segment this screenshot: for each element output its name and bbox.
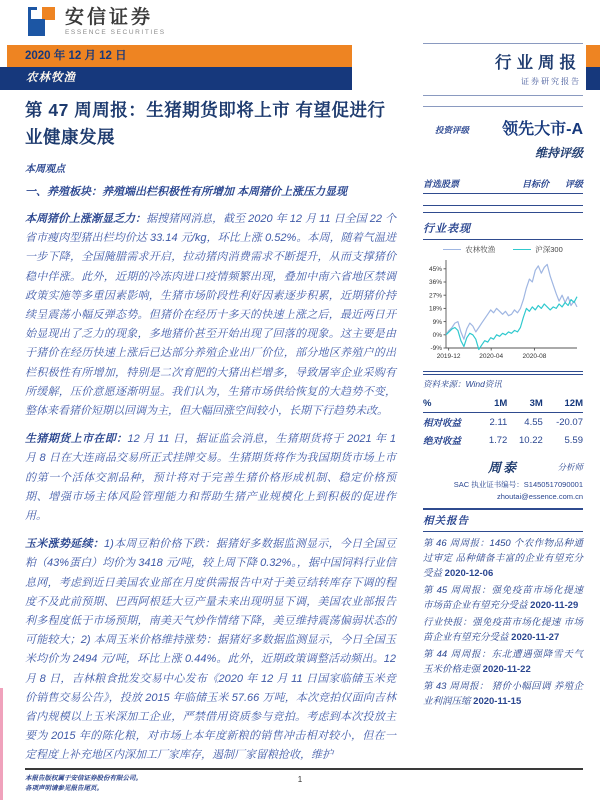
related-report-link[interactable]: 第 43 周周报： 猪价小幅回调 养殖企业利润压缩 2020-11-15: [423, 681, 583, 707]
line-chart: [423, 255, 583, 363]
analyst-block: [423, 457, 583, 501]
report-type-label: 行业周报: [495, 54, 581, 72]
rating-box: [423, 106, 583, 161]
footer-divider: [25, 768, 583, 770]
paragraph-lead: 玉米涨势延续：: [25, 538, 105, 551]
report-date: 2020-11-29: [530, 600, 579, 611]
corner-navy-block: [586, 67, 600, 90]
industry-performance-title: 行业表现: [423, 213, 583, 240]
legend-swatch-icon: [443, 249, 461, 250]
footer-disclaimer: 本报告版权属于安信证券股份有限公司。 各项声明请参见报告尾页。: [25, 775, 142, 792]
report-date: 2020-11-27: [511, 632, 560, 643]
related-report-link[interactable]: 行业快报：强免疫苗市场化提速 市场苗企业有望充分受益 2020-11-27: [423, 617, 583, 643]
paragraph-pig-price: 本周猪价上涨渐显乏力：据搜猪网消息，截至 2020 年 12 月 11 日全国 22 个省市瘦肉型猪出栏均价达 33.14 元/kg，环比上涨 0.52%。本周，随着气温进一步下降，全国腌腊需求开启，拉动猪肉消费需求不断提升，从而支撑猪价稳中伴涨。此外，近期的冷冻肉进口疫情频繁出现，叠加中南六省地区禁调政策实施等多重因素影响，生猪市场阶段性利好因素逐步积累，近期猪价持续呈震荡小幅反弹态势。但猪价在经历十多天的快速上涨之后，最近两日开始显现出了乏力的现象，多地猪价甚至开始出现了回落的现象。这主要是由于猪价在经历快速上涨后已达部分养殖企业出厂价位，部分地区养殖户的出栏积极性有所增加，特别是二次育肥的大猪出栏增多，导致屠宰企业采购有所缓解，压价意愿逐渐明显。我们认为，生猪市场供给恢复的大趋势不变，整体来看猪价短期以回调为主，但大幅回涨空间较小，长期下行趋势未改。: [25, 213, 396, 418]
left-edge-strip: [0, 688, 3, 800]
table-header-row: % 1M 3M 12M: [423, 397, 583, 413]
svg-text:45%: 45%: [428, 266, 442, 273]
paragraph-lead: 生猪期货上市在即：: [25, 433, 128, 446]
report-date: 2020 年 12 月 12 日: [25, 50, 127, 62]
brand-name-cn: 安信证券: [65, 7, 154, 28]
brand-logo: [25, 6, 166, 38]
legend-nlmy: 农林牧渔: [443, 244, 495, 255]
col-target-price: 目标价: [521, 179, 549, 189]
chart-source: 资料来源：Wind资讯: [423, 379, 502, 389]
divider: [423, 371, 583, 375]
report-date: 2020-11-15: [473, 696, 522, 707]
divider: [423, 205, 583, 213]
brand-name-en: ESSENCE SECURITIES: [65, 29, 166, 36]
svg-text:-9%: -9%: [430, 345, 442, 353]
performance-chart: [423, 255, 583, 368]
essence-logo-icon: [25, 6, 57, 38]
table-row: 绝对收益 1.72 10.22 5.59: [423, 434, 583, 447]
svg-text:9%: 9%: [432, 318, 442, 326]
svg-text:2020-08: 2020-08: [522, 353, 547, 360]
paragraph-corn: 玉米涨势延续：1)本周豆粕价格下跌：据猪好多数据监测显示，今日全国豆粕（43%蛋白）均价为 3418 元/吨，较上周下降 0.32%。，据中国饲料行业信息网，考虑到近日美国农业部在月度供需报告中对于美豆结转库存下调的程度不及此前预期、巴西阿根廷大豆产量未来出现明显下调，美国农业部报告利多程度低于市场预期，南美天气炒作情绪下降，美豆维持震荡偏弱状态的可能较大；2) 本周玉米价格维持涨势：据猪好多数据监测显示，今日全国玉米均价为 2494 元/吨，环比上涨 0.44%。此外，近期政策调整活动频出。12 月 8 日，吉林粮食批发交易中心发布《2020 年 12 月 11 日国家临储玉米竞价销售交易公告》，投放 2015 年临储玉米 57.66 万吨，本次竞拍仅面向吉林省内规模以上玉米深加工企业，严禁借用资质参与竞拍。考虑到本次投放主要为 2015 年的陈化粮，对市场上本年度新粮的销售冲击相对较小，但在一定程度上补充地区内深加工厂家库存，遏制厂家留粮抢收，维护: [25, 538, 397, 762]
related-report-link[interactable]: 第 44 周周报：东北遭遇强降雪天气 玉米价格走强 2020-11-22: [423, 649, 583, 675]
report-date: 2020-12-06: [444, 568, 494, 579]
page-title: 第 47 周周报：生猪期货即将上市 有望促进行业健康发展: [25, 100, 386, 147]
corner-orange-block: [586, 45, 600, 67]
industry-banner: [0, 67, 352, 90]
industry-name: 农林牧渔: [26, 72, 76, 84]
sidebar: [423, 43, 583, 709]
divider: [423, 95, 583, 96]
analyst-email[interactable]: zhoutai@essence.com.cn: [497, 492, 583, 501]
page-number: 1: [297, 775, 303, 784]
legend-swatch-icon: [513, 249, 531, 250]
svg-text:27%: 27%: [428, 292, 442, 300]
date-banner: [7, 45, 352, 67]
weekly-view-label: 本周观点: [25, 164, 65, 175]
report-subtype-label: 证券研究报告: [521, 77, 581, 86]
legend-hs300: 沪深300: [513, 244, 563, 255]
chart-legend: [423, 244, 583, 255]
preferred-stocks-header: [423, 173, 583, 194]
analyst-role: 分析师: [557, 462, 583, 472]
paragraph-lead: 本周猪价上涨渐显乏力：: [25, 213, 147, 225]
related-reports-title: 相关报告: [423, 510, 583, 532]
paragraph-pig-futures: 生猪期货上市在即：12 月 11 日，据证监会消息，生猪期货将于 2021 年 1 月 8 日在大连商品交易所正式挂牌交易。生猪期货将作为我国期货市场上市的第一个活体交割品种，预计将对于完善生猪价格形成机制、稳定价格预期、增强市场主体风险管理能力和帮助生猪产业规模化上到积极的促进作用。: [25, 433, 396, 523]
analyst-sac-number: SAC 执业证书编号：S1450517090001: [453, 480, 583, 489]
svg-text:2020-04: 2020-04: [479, 353, 504, 360]
main-content: [25, 97, 396, 766]
col-stock: 首选股票: [423, 179, 460, 189]
analyst-name: 周泰: [487, 460, 518, 475]
report-date: 2020-11-22: [482, 664, 531, 675]
section-heading: 一、养殖板块：养殖端出栏积极性有所增加 本周猪价上涨压力显现: [25, 186, 348, 198]
related-report-link[interactable]: 第 45 周周报：强免疫苗市场化提速 市场苗企业有望充分受益 2020-11-29: [423, 585, 583, 611]
table-row: 相对收益 2.11 4.55 -20.07: [423, 416, 583, 429]
svg-text:2019-12: 2019-12: [436, 353, 461, 360]
rating-status: 维持评级: [534, 146, 583, 160]
svg-text:0%: 0%: [432, 332, 442, 339]
rating-label: 投资评级: [435, 125, 470, 135]
rating-value: 领先大市-A: [502, 121, 583, 138]
returns-table: [423, 397, 583, 449]
related-report-link[interactable]: 第 46 周周报：1450 个农作物品种通过审定 品种储备丰富的企业有望充分受益 2020-12-06: [423, 538, 583, 579]
col-rating: 评级: [564, 179, 583, 189]
svg-text:18%: 18%: [428, 305, 442, 313]
svg-text:36%: 36%: [428, 279, 442, 287]
related-reports-list: [423, 536, 583, 709]
